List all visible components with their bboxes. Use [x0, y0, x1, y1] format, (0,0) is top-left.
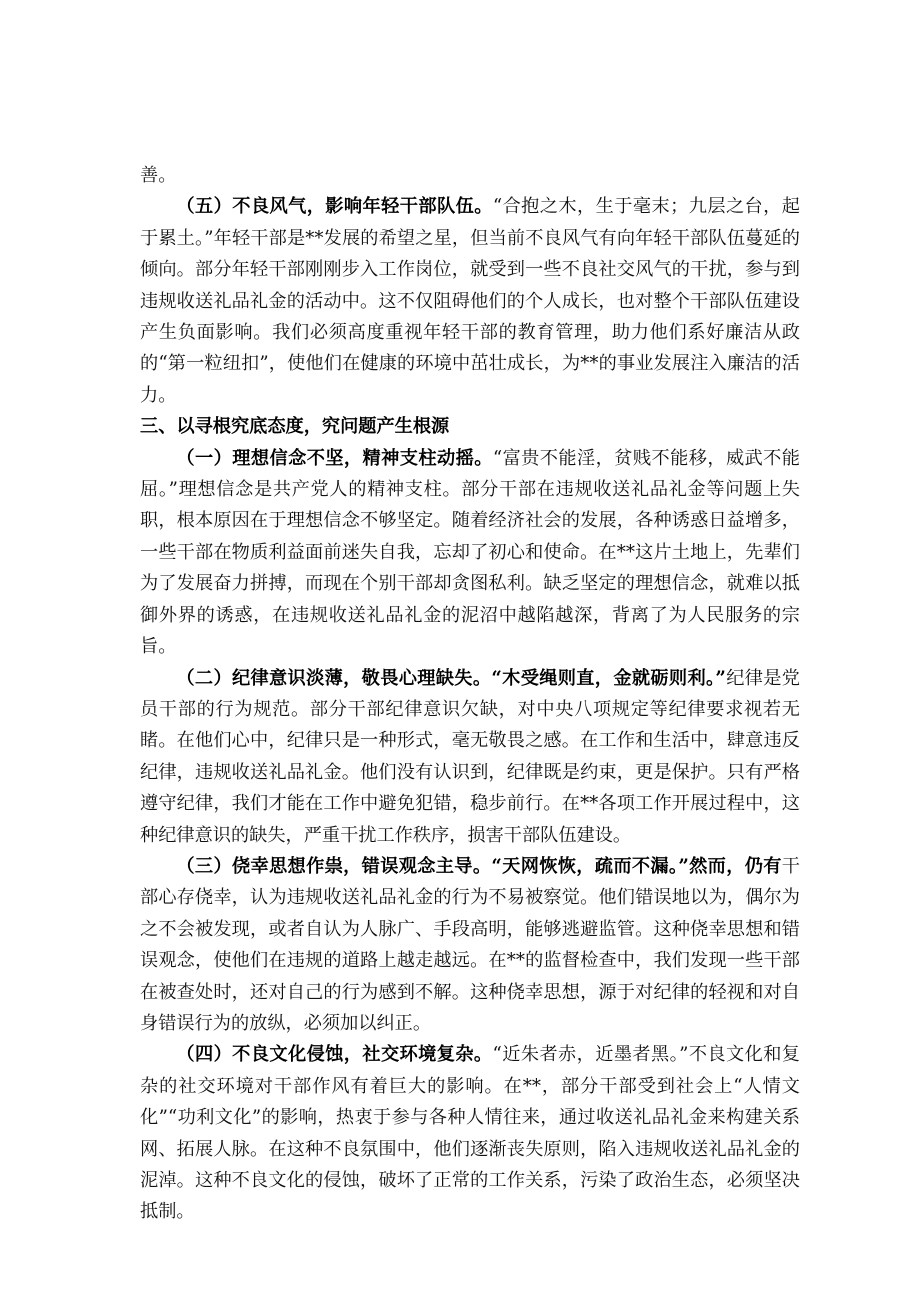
- paragraph-body: 纪律是党员干部的行为规范。部分干部纪律意识欠缺，对中央八项规定等纪律要求视若无睹。在他们心中，纪律只是一种形式，毫无敬畏之感。在工作和生活中，肆意违反纪律，违规收送礼品礼金。他们没有认识到，纪律既是约束，更是保护。只有严格遵守纪律，我们才能在工作中避免犯错，稳步前行。在**各项工作开展过程中，这种纪律意识的缺失，严重干扰工作秩序，损害干部队伍建设。: [140, 667, 800, 846]
- paragraph-body: 干部心存侥幸，认为违规收送礼品礼金的行为不易被察觉。他们错误地以为，偶尔为之不会被发现，或者自认为人脉广、手段高明，能够逃避监管。这种侥幸思想和错误观念，使他们在违规的道路上越走越远。在**的监督检查中，我们发现一些干部在被查处时，还对自己的行为感到不解。这种侥幸思想，源于对纪律的轻视和对自身错误行为的放纵，必须加以纠正。: [140, 855, 800, 1034]
- paragraph-lead: （三）侥幸思想作祟，错误观念主导。“天网恢恢，疏而不漏。”然而，仍有: [176, 855, 782, 877]
- paragraph-lead: （四）不良文化侵蚀，社交环境复杂。: [176, 1044, 493, 1066]
- paragraph-subsection-3: [140, 851, 800, 1039]
- paragraph-body: “合抱之木，生于毫末；九层之台，起于累土。”年轻干部是**发展的希望之星，但当前不良风气有向年轻干部队伍蔓延的倾向。部分年轻干部刚刚步入工作岗位，就受到一些不良社交风气的干扰，参与到违规收送礼品礼金的活动中。这不仅阻碍他们的个人成长，也对整个干部队伍建设产生负面影响。我们必须高度重视年轻干部的教育管理，助力他们系好廉洁从政的“第一粒纽扣”，使他们在健康的环境中茁壮成长，为**的事业发展注入廉洁的活力。: [140, 196, 800, 406]
- paragraph-subsection-1: [140, 443, 800, 663]
- carryover-text: 善。: [140, 165, 177, 186]
- paragraph-body: “近朱者赤，近墨者黑。”不良文化和复杂的社交环境对干部作风有着巨大的影响。在**，部分干部受到社会上“人情文化”“功利文化”的影响，热衷于参与各种人情往来，通过收送礼品礼金来构建关系网、拓展人脉。在这种不良氛围中，他们逐渐丧失原则，陷入违规收送礼品礼金的泥淖。这种不良文化的侵蚀，破坏了正常的工作关系，污染了政治生态，必须坚决抵制。: [140, 1044, 800, 1223]
- paragraph-subsection-2: [140, 663, 800, 851]
- paragraph-body: “富贵不能淫，贫贱不能移，威武不能屈。”理想信念是共产党人的精神支柱。部分干部在违规收送礼品礼金等问题上失职，根本原因在于理想信念不够坚定。随着经济社会的发展，各种诱惑日益增多，一些干部在物质利益面前迷失自我，忘却了初心和使命。在**这片土地上，先辈们为了发展奋力拼搏，而现在个别干部却贪图私利。缺乏坚定的理想信念，就难以抵御外界的诱惑，在违规收送礼品礼金的泥沼中越陷越深，背离了为人民服务的宗旨。: [140, 447, 800, 658]
- document-page: [140, 160, 800, 1228]
- section-heading: 三、以寻根究底态度，究问题产生根源: [140, 416, 450, 438]
- paragraph-lead: （五）不良风气，影响年轻干部队伍。: [176, 196, 493, 218]
- paragraph-lead: （二）纪律意识淡薄，敬畏心理缺失。“木受绳则直，金就砺则利。”: [176, 667, 726, 689]
- paragraph-section-5: [140, 191, 800, 411]
- paragraph-subsection-4: [140, 1039, 800, 1227]
- paragraph-lead: （一）理想信念不坚，精神支柱动摇。: [176, 447, 493, 469]
